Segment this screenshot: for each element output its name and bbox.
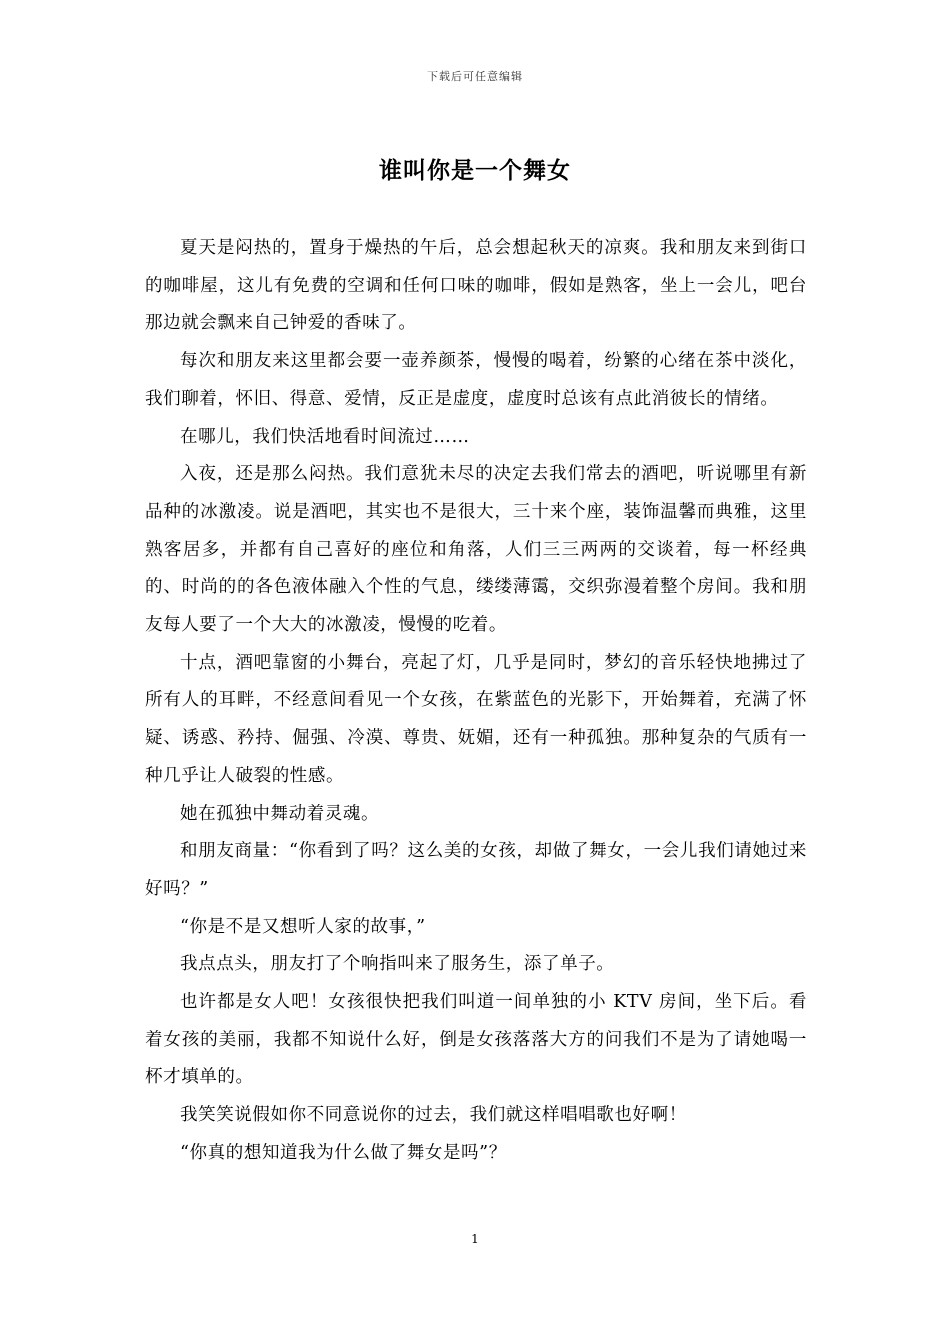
header-note: 下载后可任意编辑 bbox=[427, 70, 523, 83]
page-number: 1 bbox=[471, 1232, 479, 1246]
paragraph: 每次和朋友来这里都会要一壶养颜茶，慢慢的喝着，纷繁的心绪在茶中淡化，我们聊着，怀旧、得意、爱情，反正是虚度，虚度时总该有点此消彼长的情绪。 bbox=[145, 351, 807, 409]
paragraph: 我点点头，朋友打了个响指叫来了服务生，添了单子。 bbox=[180, 954, 615, 975]
paragraph: 和朋友商量：“你看到了吗？这么美的女孩，却做了舞女，一会儿我们请她过来好吗？” bbox=[145, 841, 807, 899]
article-body bbox=[145, 230, 807, 1173]
paragraph: 在哪儿，我们快活地看时间流过…… bbox=[180, 426, 470, 447]
paragraph: 入夜，还是那么闷热。我们意犹未尽的决定去我们常去的酒吧，听说哪里有新品种的冰激凌。说是酒吧，其实也不是很大，三十来个座，装饰温馨而典雅，这里熟客居多，并都有自己喜好的座位和角落，人们三三两两的交谈着，每一杯经典的、时尚的的各色液体融入个性的气息，缕缕薄霭，交织弥漫着整个房间。我和朋友每人要了一个大大的冰激凌，慢慢的吃着。 bbox=[145, 464, 807, 636]
paragraph: 她在孤独中舞动着灵魂。 bbox=[180, 803, 380, 824]
paragraph: “你真的想知道我为什么做了舞女是吗”？ bbox=[180, 1142, 507, 1163]
paragraph: 十点，酒吧靠窗的小舞台，亮起了灯，几乎是同时，梦幻的音乐轻快地拂过了所有人的耳畔，不经意间看见一个女孩，在紫蓝色的光影下，开始舞着，充满了怀疑、诱惑、矜持、倔强、冷漠、尊贵、妩媚，还有一种孤独。那种复杂的气质有一种几乎让人破裂的性感。 bbox=[145, 652, 807, 786]
paragraph: “你是不是又想听人家的故事，” bbox=[180, 916, 426, 937]
page-title: 谁叫你是一个舞女 bbox=[379, 157, 571, 184]
paragraph: 也许都是女人吧！女孩很快把我们叫道一间单独的小 KTV 房间，坐下后。看着女孩的美丽，我都不知说什么好，倒是女孩落落大方的问我们不是为了请她喝一杯才填单的。 bbox=[145, 992, 807, 1088]
paragraph: 夏天是闷热的，置身于燥热的午后，总会想起秋天的凉爽。我和朋友来到街口的咖啡屋，这儿有免费的空调和任何口味的咖啡，假如是熟客，坐上一会儿，吧台那边就会飘来自己钟爱的香味了。 bbox=[145, 238, 807, 334]
paragraph: 我笑笑说假如你不同意说你的过去，我们就这样唱唱歌也好啊！ bbox=[180, 1105, 687, 1126]
